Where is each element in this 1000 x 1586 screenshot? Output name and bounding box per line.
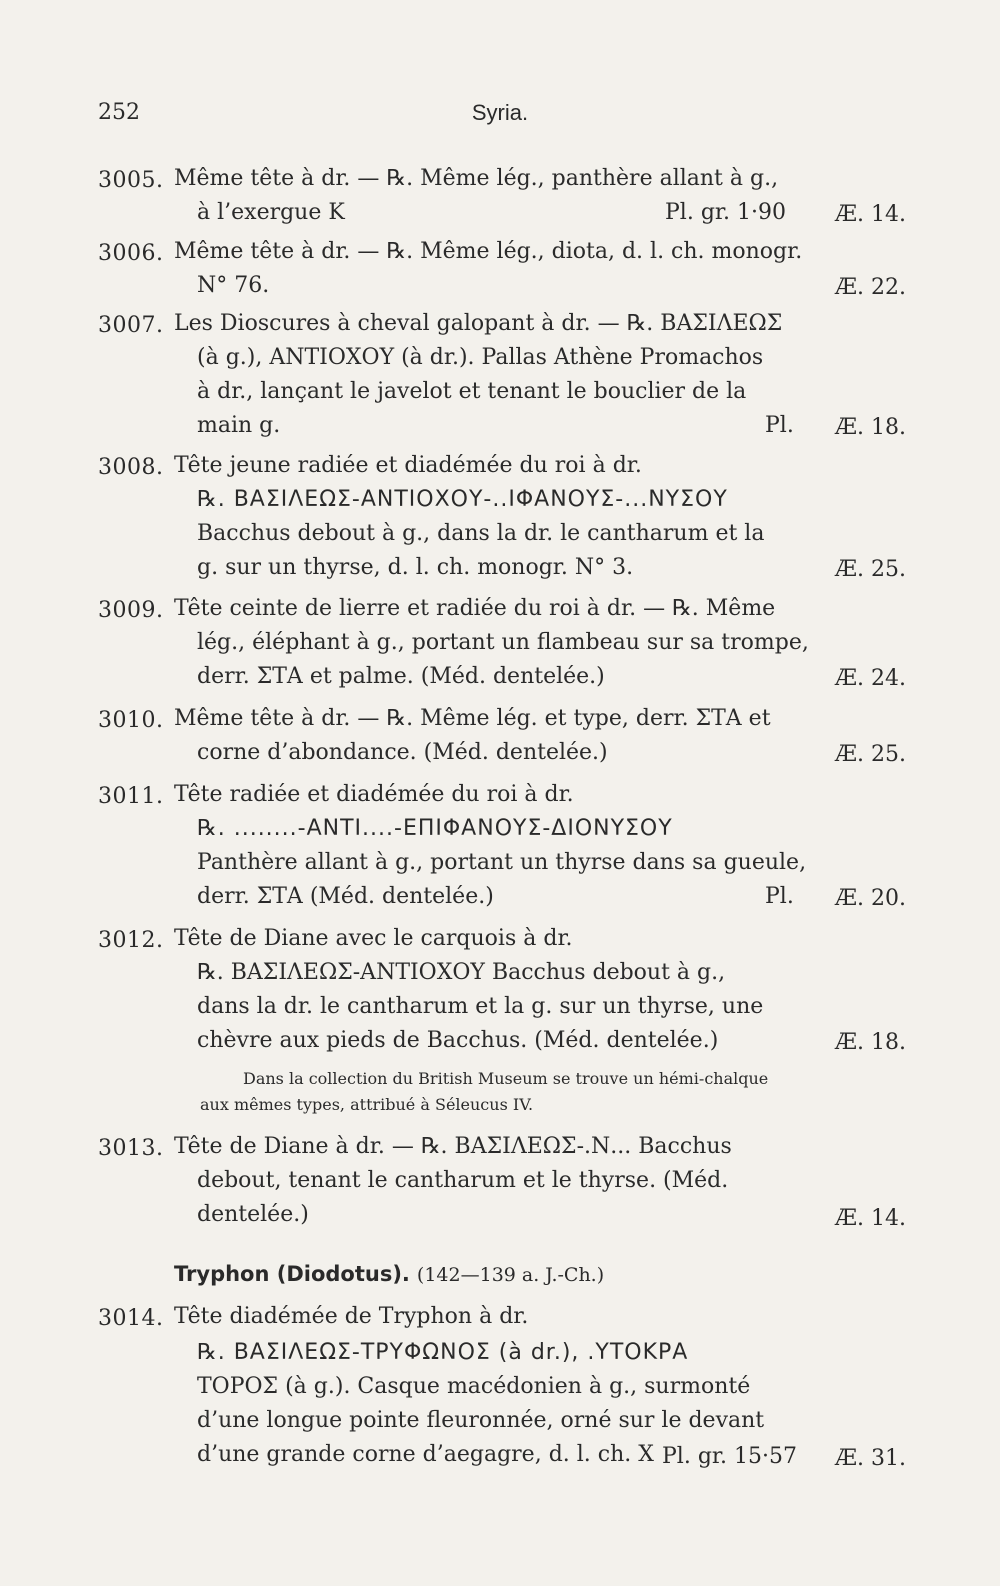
entry-line: Tête radiée et diadémée du roi à dr.	[174, 782, 574, 807]
entry-line: Tête de Diane à dr. — ℞. ΒΑΣΙΛΕΩΣ-.Ν... Bacchus	[174, 1134, 732, 1159]
entry-line: ΤΟΡΟΣ (à g.). Casque macédonien à g., surmonté	[197, 1374, 751, 1399]
entry-line: d’une longue pointe fleuronnée, orné sur le devant	[197, 1408, 765, 1433]
entry-metal-size: Æ. 25.	[835, 742, 906, 767]
page-header	[98, 100, 902, 136]
entry-number: 3014.	[98, 1306, 164, 1331]
entry-line: debout, tenant le cantharum et le thyrse. (Méd.	[197, 1168, 729, 1193]
entry-line: dentelée.)	[197, 1202, 309, 1227]
entry-line: Les Dioscures à cheval galopant à dr. — ℞. ΒΑΣΙΛΕΩΣ	[174, 311, 783, 336]
entry-metal-size: Æ. 14.	[835, 1206, 906, 1231]
entry-metal-size: Æ. 14.	[835, 202, 906, 227]
footnote-line: aux mêmes types, attribué à Séleucus IV.	[200, 1095, 534, 1114]
entry-metal-size: Æ. 24.	[835, 666, 906, 691]
entry-line: derr. ΣΤΑ (Méd. dentelée.)	[197, 884, 494, 909]
entry-metal-size: Æ. 18.	[835, 1030, 906, 1055]
entry-number: 3011.	[98, 784, 164, 809]
entry-metal-size: Æ. 18.	[835, 415, 906, 440]
entry-line: Bacchus debout à g., dans la dr. le cantharum et la	[197, 521, 765, 546]
entry-line: Même tête à dr. — ℞. Même lég., diota, d. l. ch. monogr.	[174, 239, 803, 264]
entry-line: ℞. ΒΑΣΙΛΕΩΣ-ΤΡΥΦΩΝΟΣ (à dr.), .ΥΤΟΚΡΑ	[197, 1340, 689, 1365]
page-number: 252	[98, 100, 140, 125]
entry-metal-size: Æ. 31.	[835, 1446, 906, 1471]
entry-line: main g.	[197, 413, 281, 438]
entry-line: à l’exergue K	[197, 200, 345, 225]
entry-line: dans la dr. le cantharum et la g. sur un thyrse, une	[197, 994, 764, 1019]
entry-number: 3013.	[98, 1136, 164, 1161]
entry-line: Panthère allant à g., portant un thyrse dans sa gueule,	[197, 850, 807, 875]
entry-number: 3005.	[98, 168, 164, 193]
entry-line: ℞. ........-ΑΝΤΙ....-ΕΠΙΦΑΝΟΥΣ-ΔΙΟΝΥΣΟΥ	[197, 816, 673, 841]
entry-line: chèvre aux pieds de Bacchus. (Méd. dentelée.)	[197, 1028, 719, 1053]
entry-line: Tête de Diane avec le carquois à dr.	[174, 926, 573, 951]
entry-number: 3008.	[98, 455, 164, 480]
entry-line: (à g.), ΑΝΤΙΟΧΟΥ (à dr.). Pallas Athène Promachos	[197, 345, 764, 370]
entry-line: d’une grande corne d’aegagre, d. l. ch. X	[197, 1442, 654, 1467]
section-title: Tryphon (Diodotus).	[174, 1262, 410, 1286]
entry-number: 3007.	[98, 313, 164, 338]
section-heading	[174, 1262, 604, 1287]
running-title: Syria.	[471, 100, 529, 125]
entry-number: 3009.	[98, 598, 164, 623]
entry-weight: Pl. gr. 15·57	[662, 1444, 797, 1469]
entry-metal-size: Æ. 22.	[835, 275, 906, 300]
section-dates: (142—139 a. J.-Ch.)	[416, 1264, 605, 1286]
entry-line: derr. ΣΤΑ et palme. (Méd. dentelée.)	[197, 664, 605, 689]
entry-number: 3010.	[98, 708, 164, 733]
entry-line: N° 76.	[197, 273, 270, 298]
entry-weight: Pl. gr. 1·90	[665, 200, 786, 225]
entry-line: Même tête à dr. — ℞. Même lég. et type, derr. ΣΤΑ et	[174, 706, 771, 731]
footnote-line: Dans la collection du British Museum se trouve un hémi-chalque	[243, 1069, 769, 1088]
entry-line: g. sur un thyrse, d. l. ch. monogr. N° 3.	[197, 555, 634, 580]
entry-plate: Pl.	[765, 884, 794, 909]
entry-line: lég., éléphant à g., portant un flambeau sur sa trompe,	[197, 630, 809, 655]
entry-plate: Pl.	[765, 413, 794, 438]
entry-line: Tête diadémée de Tryphon à dr.	[174, 1304, 529, 1329]
entry-metal-size: Æ. 25.	[835, 557, 906, 582]
entry-number: 3012.	[98, 928, 164, 953]
entry-line: Même tête à dr. — ℞. Même lég., panthère allant à g.,	[174, 166, 779, 191]
entry-number: 3006.	[98, 241, 164, 266]
entry-line: Tête jeune radiée et diadémée du roi à dr.	[174, 453, 642, 478]
entry-line: Tête ceinte de lierre et radiée du roi à dr. — ℞. Même	[174, 596, 776, 621]
entry-metal-size: Æ. 20.	[835, 886, 906, 911]
entry-line: ℞. ΒΑΣΙΛΕΩΣ-ΑΝΤΙΟΧΟΥ Bacchus debout à g.,	[197, 960, 726, 985]
entry-line: à dr., lançant le javelot et tenant le bouclier de la	[197, 379, 747, 404]
entry-line: ℞. ΒΑΣΙΛΕΩΣ-ΑΝΤΙΟΧΟΥ-..ΙΦΑΝΟΥΣ-...ΝΥΣΟΥ	[197, 487, 728, 512]
entry-line: corne d’abondance. (Méd. dentelée.)	[197, 740, 608, 765]
